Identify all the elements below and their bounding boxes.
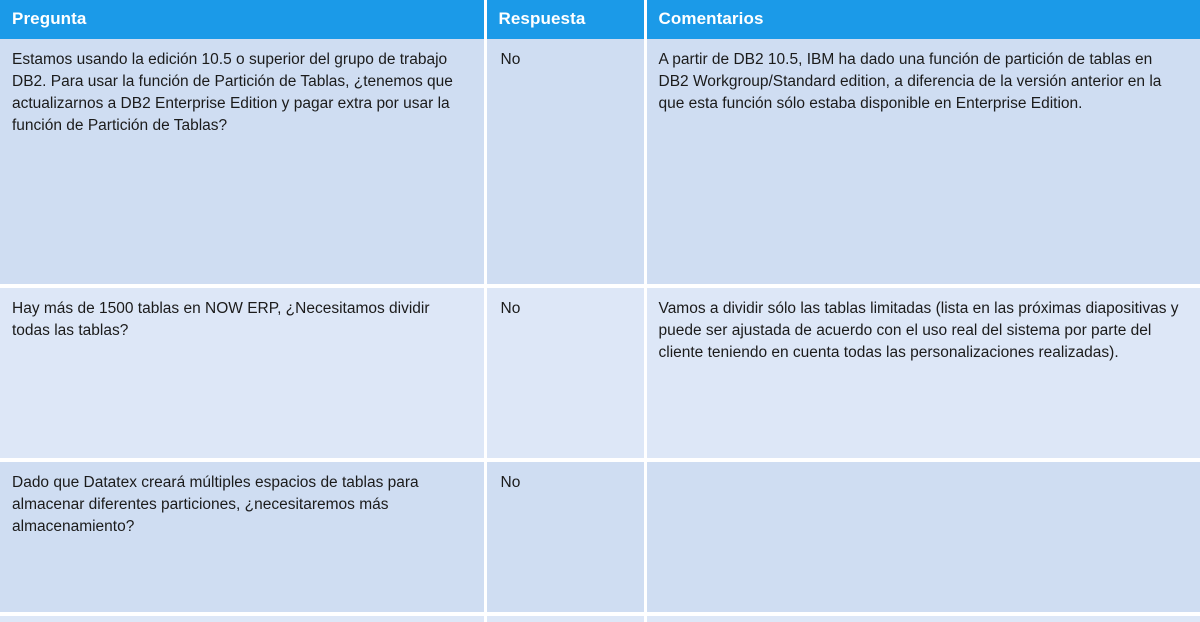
table-header <box>0 0 1200 39</box>
table-row <box>0 614 1200 622</box>
answer-text: No <box>500 474 521 491</box>
table-header-row <box>0 0 1200 39</box>
question-cell <box>0 614 485 622</box>
question-text: Estamos usando la edición 10.5 o superior del grupo de trabajo DB2. Para usar la función de Partición de Tablas, ¿tenemos que actualizarnos a DB2 Enterprise Edition y pagar extra por usar la función de Partición de Tablas? <box>12 51 458 134</box>
question-text: Hay más de 1500 tablas en NOW ERP, ¿Necesitamos dividir todas las tablas? <box>12 300 434 339</box>
column-header-question: Pregunta <box>0 0 485 39</box>
answer-text: No <box>500 51 521 68</box>
table-row <box>0 286 1200 460</box>
column-header-answer: Respuesta <box>485 0 645 39</box>
comments-cell <box>645 39 1200 286</box>
answer-cell <box>485 460 645 614</box>
comments-cell <box>645 286 1200 460</box>
table-row <box>0 460 1200 614</box>
question-cell <box>0 460 485 614</box>
question-text: Dado que Datatex creará múltiples espacios de tablas para almacenar diferentes particiones, ¿necesitaremos más almacenamiento? <box>12 474 423 535</box>
question-cell <box>0 39 485 286</box>
comments-cell <box>645 460 1200 614</box>
answer-cell <box>485 614 645 622</box>
table-body <box>0 39 1200 622</box>
answer-text: No <box>500 300 521 317</box>
comments-cell <box>645 614 1200 622</box>
question-cell <box>0 286 485 460</box>
comments-text: Vamos a dividir sólo las tablas limitadas (lista en las próximas diapositivas y puede ser ajustada de acuerdo con el uso real del sistema por parte del cliente teniendo en cuenta todas las personalizaciones realizadas). <box>658 300 1183 361</box>
answer-cell <box>485 286 645 460</box>
table-row <box>0 39 1200 286</box>
comments-text: A partir de DB2 10.5, IBM ha dado una función de partición de tablas en DB2 Workgroup/Standard edition, a diferencia de la versión anterior en la que esta función sólo estaba disponible en Enterprise Edition. <box>658 51 1166 112</box>
answer-cell <box>485 39 645 286</box>
column-header-comments: Comentarios <box>645 0 1200 39</box>
